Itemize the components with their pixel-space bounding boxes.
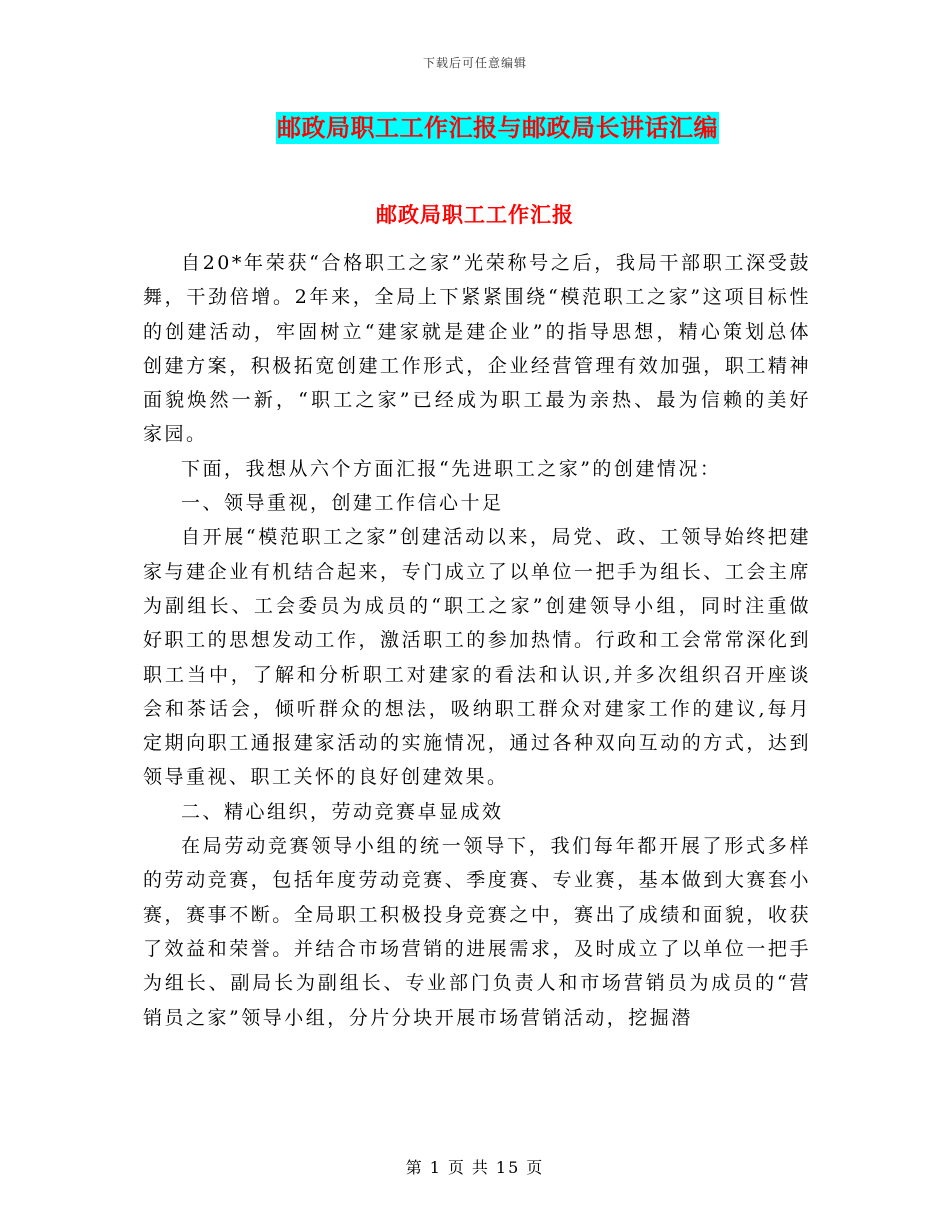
footer-label-total: 共 [471, 1158, 490, 1177]
paragraph-section-2: 在局劳动竞赛领导小组的统一领导下，我们每年都开展了形式多样的劳动竞赛，包括年度劳动竞赛、季度赛、专业赛，基本做到大赛套小赛，赛事不断。全局职工积极投身竞赛之中，赛出了成绩和面貌，收获了效益和荣誉。并结合市场营销的进展需求，及时成立了以单位一把手为组长、副局长为副组长、专业部门负责人和市场营销员为成员的“营销员之家”领导小组，分片分块开展市场营销活动，挖掘潜 [143, 835, 811, 1029]
footer-total-pages: 15 [495, 1158, 521, 1177]
page-footer [0, 1155, 950, 1178]
document-body [143, 246, 811, 1035]
paragraph-section-1: 自开展“模范职工之家”创建活动以来，局党、政、工领导始终把建家与建企业有机结合起来，专门成立了以单位一把手为组长、工会主席为副组长、工会委员为成员的“职工之家”创建领导小组，同时注重做好职工的思想发动工作，激活职工的参加热情。行政和工会常常深化到职工当中，了解和分析职工对建家的看法和认识,并多次组织召开座谈会和茶话会，倾听群众的想法，吸纳职工群众对建家工作的建议,每月定期向职工通报建家活动的实施情况，通过各种双向互动的方式，达到领导重视、职工关怀的良好创建效果。 [143, 526, 811, 789]
main-title-text: 邮政局职工工作汇报与邮政局长讲话汇编 [277, 113, 718, 142]
document-main-title [0, 112, 950, 144]
footer-label-total-unit: 页 [526, 1158, 545, 1177]
heading-section-1: 一、领导重视，创建工作信心十足 [181, 492, 504, 515]
paragraph-intro: 自20*年荣获“合格职工之家”光荣称号之后，我局干部职工深受鼓舞，干劲倍增。2年来，全局上下紧紧围绕“模范职工之家”这项目标性的创建活动，牢固树立“建家就是建企业”的指导思想，精心策划总体创建方案，积极拓宽创建工作形式，企业经营管理有效加强，职工精神面貌焕然一新，“职工之家”已经成为职工最为亲热、最为信赖的美好家园。 [143, 252, 811, 446]
header-note: 下载后可任意编辑 [422, 56, 527, 70]
footer-current-page: 1 [429, 1158, 442, 1177]
section-title: 邮政局职工工作汇报 [376, 202, 574, 227]
footer-label-page-unit: 页 [447, 1158, 466, 1177]
footer-label-page: 第 [405, 1158, 424, 1177]
heading-section-2: 二、精心组织，劳动竞赛卓显成效 [181, 800, 504, 823]
paragraph-overview: 下面，我想从六个方面汇报“先进职工之家”的创建情况： [181, 457, 722, 480]
